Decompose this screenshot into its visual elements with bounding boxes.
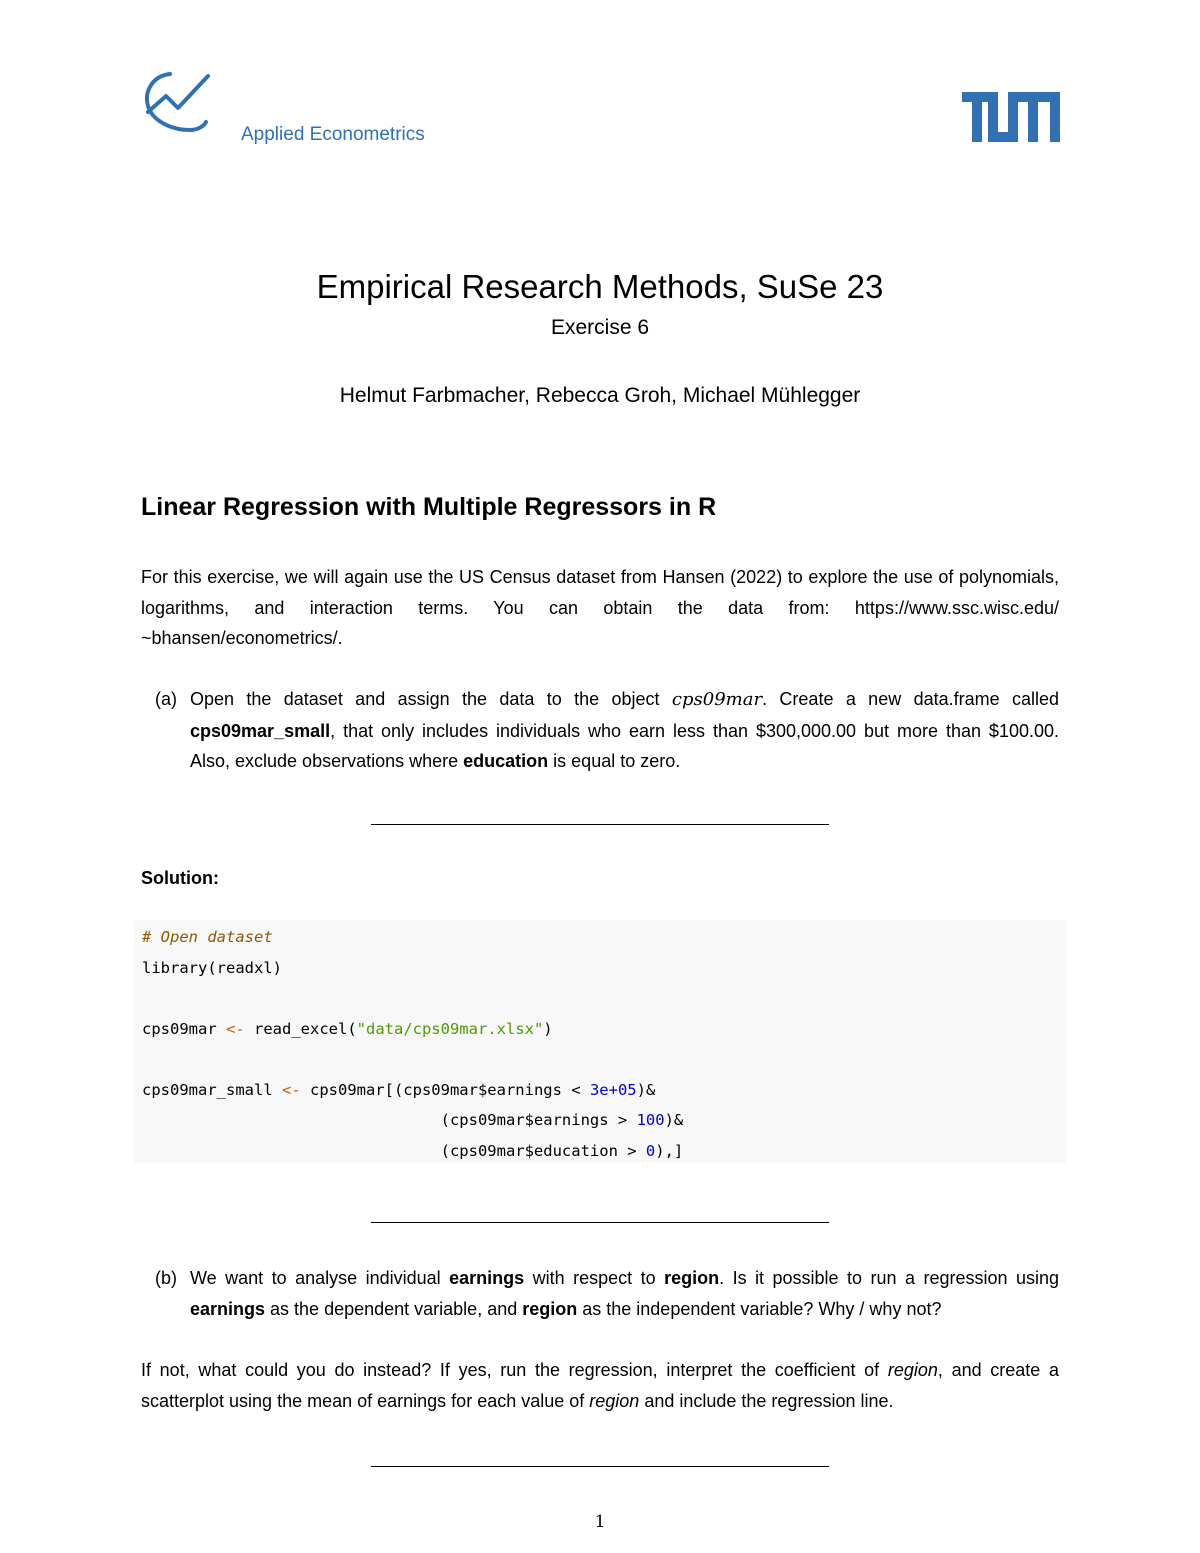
authors: Helmut Farbmacher, Rebecca Groh, Michael Mühlegger (339, 384, 861, 407)
answer-divider (371, 1222, 829, 1223)
intro-paragraph: For this exercise, we will again use the US Census dataset from Hansen (2022) to explore the use of polynomials, logarithms, and interaction terms. You can obtain the data from: https://www.ssc.wisc.edu/ ~bhansen/econometrics/. (141, 567, 1059, 648)
exercise-number: Exercise 6 (550, 316, 650, 339)
followup-paragraph: If not, what could you do instead? If yes, run the regression, interpret the coefficient of region, and create a scatterplot using the mean of earnings for each value of region and include the regression line. (141, 1360, 1060, 1411)
page-number: 1 (594, 1512, 606, 1532)
chair-name: Applied Econometrics (241, 124, 425, 145)
answer-divider (371, 824, 829, 825)
variable-education: education (463, 751, 549, 771)
tum-logo-icon (962, 92, 1060, 142)
object-name: cps09mar (671, 689, 763, 710)
item-label-b: (b) (155, 1268, 177, 1288)
item-label-a: (a) (155, 689, 177, 709)
code-block (134, 920, 1066, 1163)
r-code: # Open dataset library(readxl) cps09mar <- read_excel("data/cps09mar.xlsx") cps09mar_small <- cps09mar[(cps09mar$earnings < 3e+05)& (cps09mar$earnings > 100)& (cps09mar$education > 0),] (142, 928, 684, 1160)
item-b-text: We want to analyse individual earnings with respect to region. Is it possible to run a regression using earnings as the dependent variable, and region as the independent variable? Why / why not? (190, 1268, 1059, 1319)
applied-econometrics-logo-icon (140, 70, 212, 136)
item-a-text: Open the dataset and assign the data to the object cps09mar. Create a new data.frame called cps09mar_small, that only includes individuals who earn less than $300,000.00 but more than $100.00. Also, exclude observations where education is equal to zero. (190, 689, 1060, 771)
code-comment: # Open dataset (142, 928, 273, 946)
intro-text: For this exercise, we will again use the US Census dataset from Hansen (2022) to explore the use of polynomials, logarithms, and interaction terms. You can obtain the data from: (141, 567, 1059, 618)
dataframe-name: cps09mar_small (190, 720, 331, 741)
answer-divider (371, 1466, 829, 1467)
document-title: Empirical Research Methods, SuSe 23 (316, 268, 884, 305)
section-heading: Linear Regression with Multiple Regressors in R (141, 493, 717, 521)
solution-label: Solution: (141, 868, 219, 888)
data-url-link[interactable]: https://www.ssc.wisc.edu/ ~bhansen/econometrics/ (141, 597, 1059, 648)
